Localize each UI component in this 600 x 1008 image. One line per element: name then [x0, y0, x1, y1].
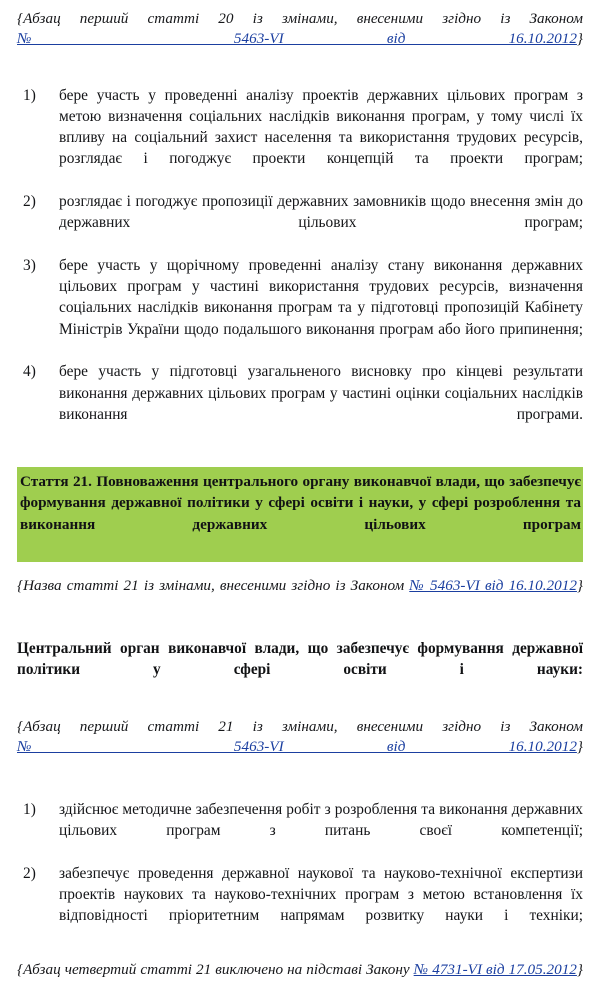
note-prefix-text: {Абзац перший статті 21 із змінами, внесеними згідно із Законом — [17, 718, 583, 736]
law-link-4731-vi[interactable]: № 4731-VI від 17.05.2012 — [413, 961, 577, 979]
list-item — [23, 863, 583, 948]
list-item — [23, 255, 583, 361]
article-21-heading-highlighted — [17, 467, 583, 562]
spacer — [17, 562, 583, 576]
note-prefix-text: {Абзац четвертий статті 21 виключено на підставі Закону — [17, 961, 414, 979]
spacer — [17, 77, 583, 85]
spacer — [17, 701, 583, 717]
list-item-marker: 4) — [23, 363, 36, 381]
list-item-marker: 2) — [23, 864, 36, 882]
list-item-text: бере участь у проведенні аналізу проектів державних цільових програм з метою визначення соціальних наслідків виконання програм, у тому числі їх впливу на соціальний захист населення та використання трудових ресурсів, розглядає і погоджує проекти концепцій та проекти програм; — [59, 86, 583, 168]
list-item-text: забезпечує проведення державної наукової та науково-технічної експертизи проектів наукових та науково-технічних програм з метою встановлення їх відповідності пріоритетним напрямам розвитку науки і техніки; — [59, 864, 583, 925]
document-content — [17, 9, 583, 1008]
spacer — [17, 447, 583, 467]
list-item-text: бере участь у щорічному проведенні аналізу стану виконання державних цільових програм у частині використання трудових ресурсів, визначення соціальних наслідків виконання програм та у підготовці пропозицій Кабінету Міністрів України щодо подальшого виконання програм або його припинення; — [59, 256, 583, 338]
list-item-text: розглядає і погоджує пропозиції державних замовників щодо внесення змін до державних цільових програм; — [59, 192, 583, 232]
list-item-marker: 1) — [23, 800, 36, 818]
article-21-lead-paragraph: Центральний орган виконавчої влади, що забезпечує формування державної політики у сфері освіти і науки: — [17, 639, 583, 678]
note-suffix-text: } — [576, 961, 583, 979]
note-prefix-text: {Абзац перший статті 20 із змінами, внесеними згідно із Законом — [17, 10, 583, 27]
list-item-text: бере участь у підготовці узагальненого висновку про кінцеві результати виконання державних цільових програм у частині оцінки соціальних наслідків виконання програми. — [59, 363, 583, 423]
law-link-5463-vi[interactable]: № 5463-VI від 16.10.2012 — [17, 29, 577, 47]
note-suffix-text: } — [576, 576, 583, 594]
note-suffix-text: } — [576, 29, 583, 47]
list-article-21-powers — [17, 799, 583, 948]
amendment-note-article-21-paragraph-1 — [17, 717, 583, 776]
list-item — [23, 361, 583, 446]
list-item-marker: 1) — [23, 86, 36, 104]
list-item-text: здійснює методичне забезпечення робіт з розроблення та виконання державних цільових програм з питань своєї компетенції; — [59, 800, 583, 840]
amendment-note-article-21-title — [17, 576, 583, 615]
note-prefix-text: {Назва статті 21 із змінами, внесеними згідно із Законом — [17, 576, 410, 594]
law-link-5463-vi[interactable]: № 5463-VI від 16.10.2012 — [409, 576, 577, 594]
note-suffix-text: } — [576, 737, 583, 755]
list-item — [23, 85, 583, 191]
amendment-note-article-21-paragraph-4 — [17, 960, 583, 999]
spacer — [17, 948, 583, 960]
list-item-marker: 2) — [23, 192, 36, 210]
spacer — [17, 785, 583, 799]
list-item — [23, 799, 583, 863]
spacer — [17, 624, 583, 638]
list-item-marker: 3) — [23, 256, 36, 274]
list-article-20-powers — [17, 85, 583, 447]
amendment-note-article-20-paragraph-1 — [17, 9, 583, 68]
article-heading-text: Стаття 21. Повноваження центрального органу виконавчої влади, що забезпечує формування державної політики у сфері освіти і науки, у сфері розроблення та виконання державних цільових програм — [20, 472, 581, 533]
law-link-5463-vi[interactable]: № 5463-VI від 16.10.2012 — [17, 737, 577, 755]
list-item — [23, 191, 583, 255]
